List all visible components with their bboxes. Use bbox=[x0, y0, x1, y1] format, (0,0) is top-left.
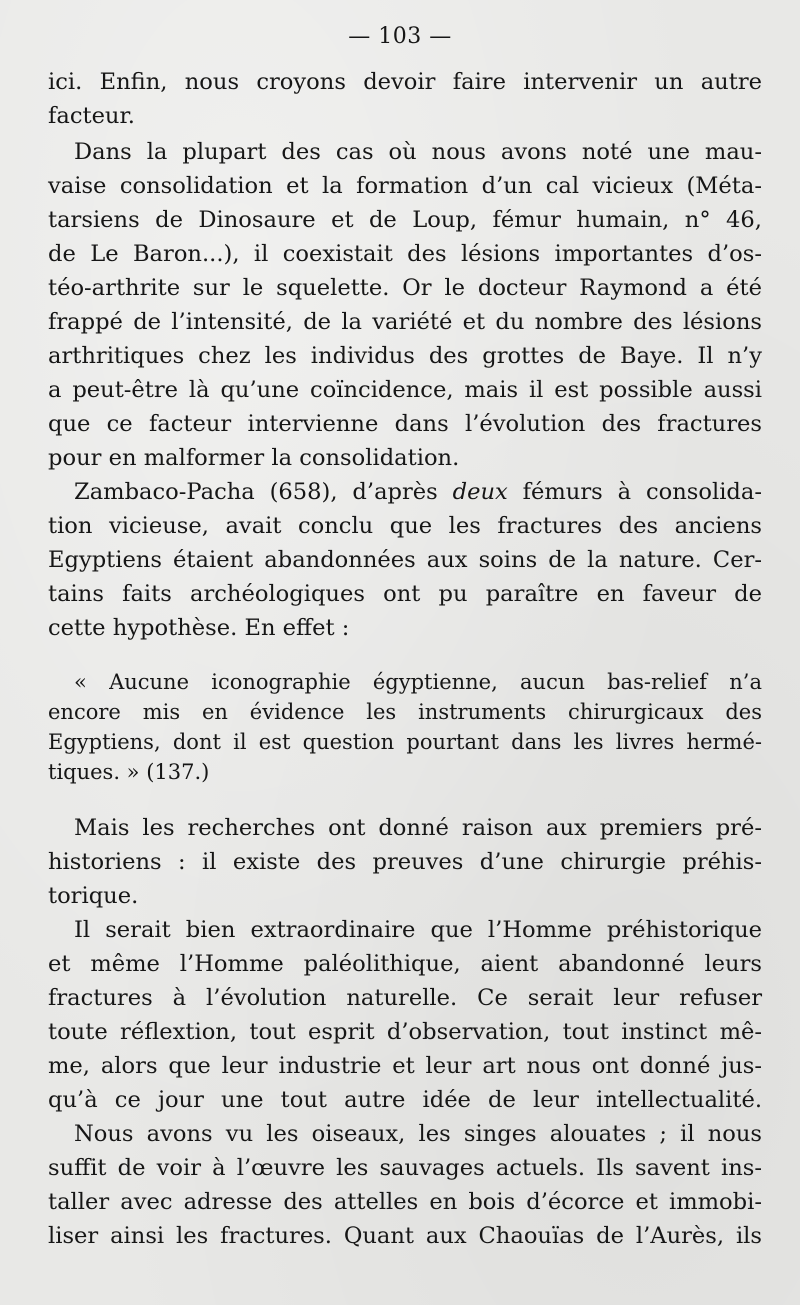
text-line: facteur. bbox=[48, 103, 135, 129]
text-line bbox=[48, 475, 762, 509]
text-line: suffit de voir à l’œuvre les sauvages actuels. Ils savent ins- bbox=[48, 1155, 762, 1181]
text-line: encore mis en évidence les instruments chirurgicaux des bbox=[48, 700, 762, 724]
text-line: frappé de l’intensité, de la variété et du nombre des lésions bbox=[48, 309, 762, 335]
block-quote bbox=[48, 667, 762, 787]
text-line: cette hypothèse. En effet : bbox=[48, 615, 350, 641]
text-line: et même l’Homme paléolithique, aient abandonné leurs bbox=[48, 951, 762, 977]
text-line: pour en malformer la consolidation. bbox=[48, 445, 460, 471]
text-line: Nous avons vu les oiseaux, les singes alouates ; il nous bbox=[74, 1121, 762, 1147]
paragraph-6 bbox=[48, 1117, 762, 1253]
text-line: Mais les recherches ont donné raison aux premiers pré- bbox=[74, 815, 762, 841]
text-line: que ce facteur intervienne dans l’évolution des fractures bbox=[48, 411, 762, 437]
text-line: téo-arthrite sur le squelette. Or le docteur Raymond a été bbox=[48, 275, 762, 301]
text-line: Il serait bien extraordinaire que l’Homme préhistorique bbox=[74, 917, 762, 943]
text-line: tarsiens de Dinosaure et de Loup, fémur humain, n° 46, bbox=[48, 207, 762, 233]
text-line: torique. bbox=[48, 883, 139, 909]
text-line: taller avec adresse des attelles en bois d’écorce et immobi- bbox=[48, 1189, 762, 1215]
text-line: tiques. » (137.) bbox=[48, 760, 210, 784]
text-line: arthritiques chez les individus des grottes de Baye. Il n’y bbox=[48, 343, 762, 369]
text-line: fractures à l’évolution naturelle. Ce serait leur refuser bbox=[48, 985, 762, 1011]
emphasized-word: deux bbox=[452, 479, 508, 505]
text-line: a peut-être là qu’une coïncidence, mais il est possible aussi bbox=[48, 377, 762, 403]
text-fragment: fémurs à consolida- bbox=[507, 479, 762, 505]
paragraph-3 bbox=[48, 475, 762, 645]
body-text bbox=[48, 65, 762, 1253]
paragraph-5 bbox=[48, 913, 762, 1117]
paragraph-4 bbox=[48, 811, 762, 913]
paragraph-2 bbox=[48, 133, 762, 475]
text-line: liser ainsi les fractures. Quant aux Chaouïas de l’Aurès, ils bbox=[48, 1223, 762, 1249]
text-line: « Aucune iconographie égyptienne, aucun bas-relief n’a bbox=[74, 670, 762, 694]
text-line: ici. Enfin, nous croyons devoir faire intervenir un autre bbox=[48, 69, 762, 95]
text-line: toute réflextion, tout esprit d’observation, tout instinct mê- bbox=[48, 1019, 762, 1045]
text-fragment: Zambaco-Pacha (658), d’après bbox=[74, 479, 453, 505]
text-line: tion vicieuse, avait conclu que les fractures des anciens bbox=[48, 513, 762, 539]
text-line: tains faits archéologiques ont pu paraître en faveur de bbox=[48, 581, 762, 607]
text-line: me, alors que leur industrie et leur art nous ont donné jus- bbox=[48, 1053, 762, 1079]
text-line: Egyptiens étaient abandonnées aux soins de la nature. Cer- bbox=[48, 547, 762, 573]
text-line: historiens : il existe des preuves d’une chirurgie préhis- bbox=[48, 849, 762, 875]
text-line: qu’à ce jour une tout autre idée de leur intellectualité. bbox=[48, 1087, 762, 1113]
text-line: Egyptiens, dont il est question pourtant dans les livres hermé- bbox=[48, 730, 762, 754]
text-line: de Le Baron...), il coexistait des lésions importantes d’os- bbox=[48, 241, 762, 267]
text-line: vaise consolidation et la formation d’un cal vicieux (Méta- bbox=[48, 173, 762, 199]
page-number: — 103 — bbox=[348, 24, 452, 49]
text-line: Dans la plupart des cas où nous avons noté une mau- bbox=[74, 139, 762, 165]
paragraph-1 bbox=[48, 65, 762, 133]
